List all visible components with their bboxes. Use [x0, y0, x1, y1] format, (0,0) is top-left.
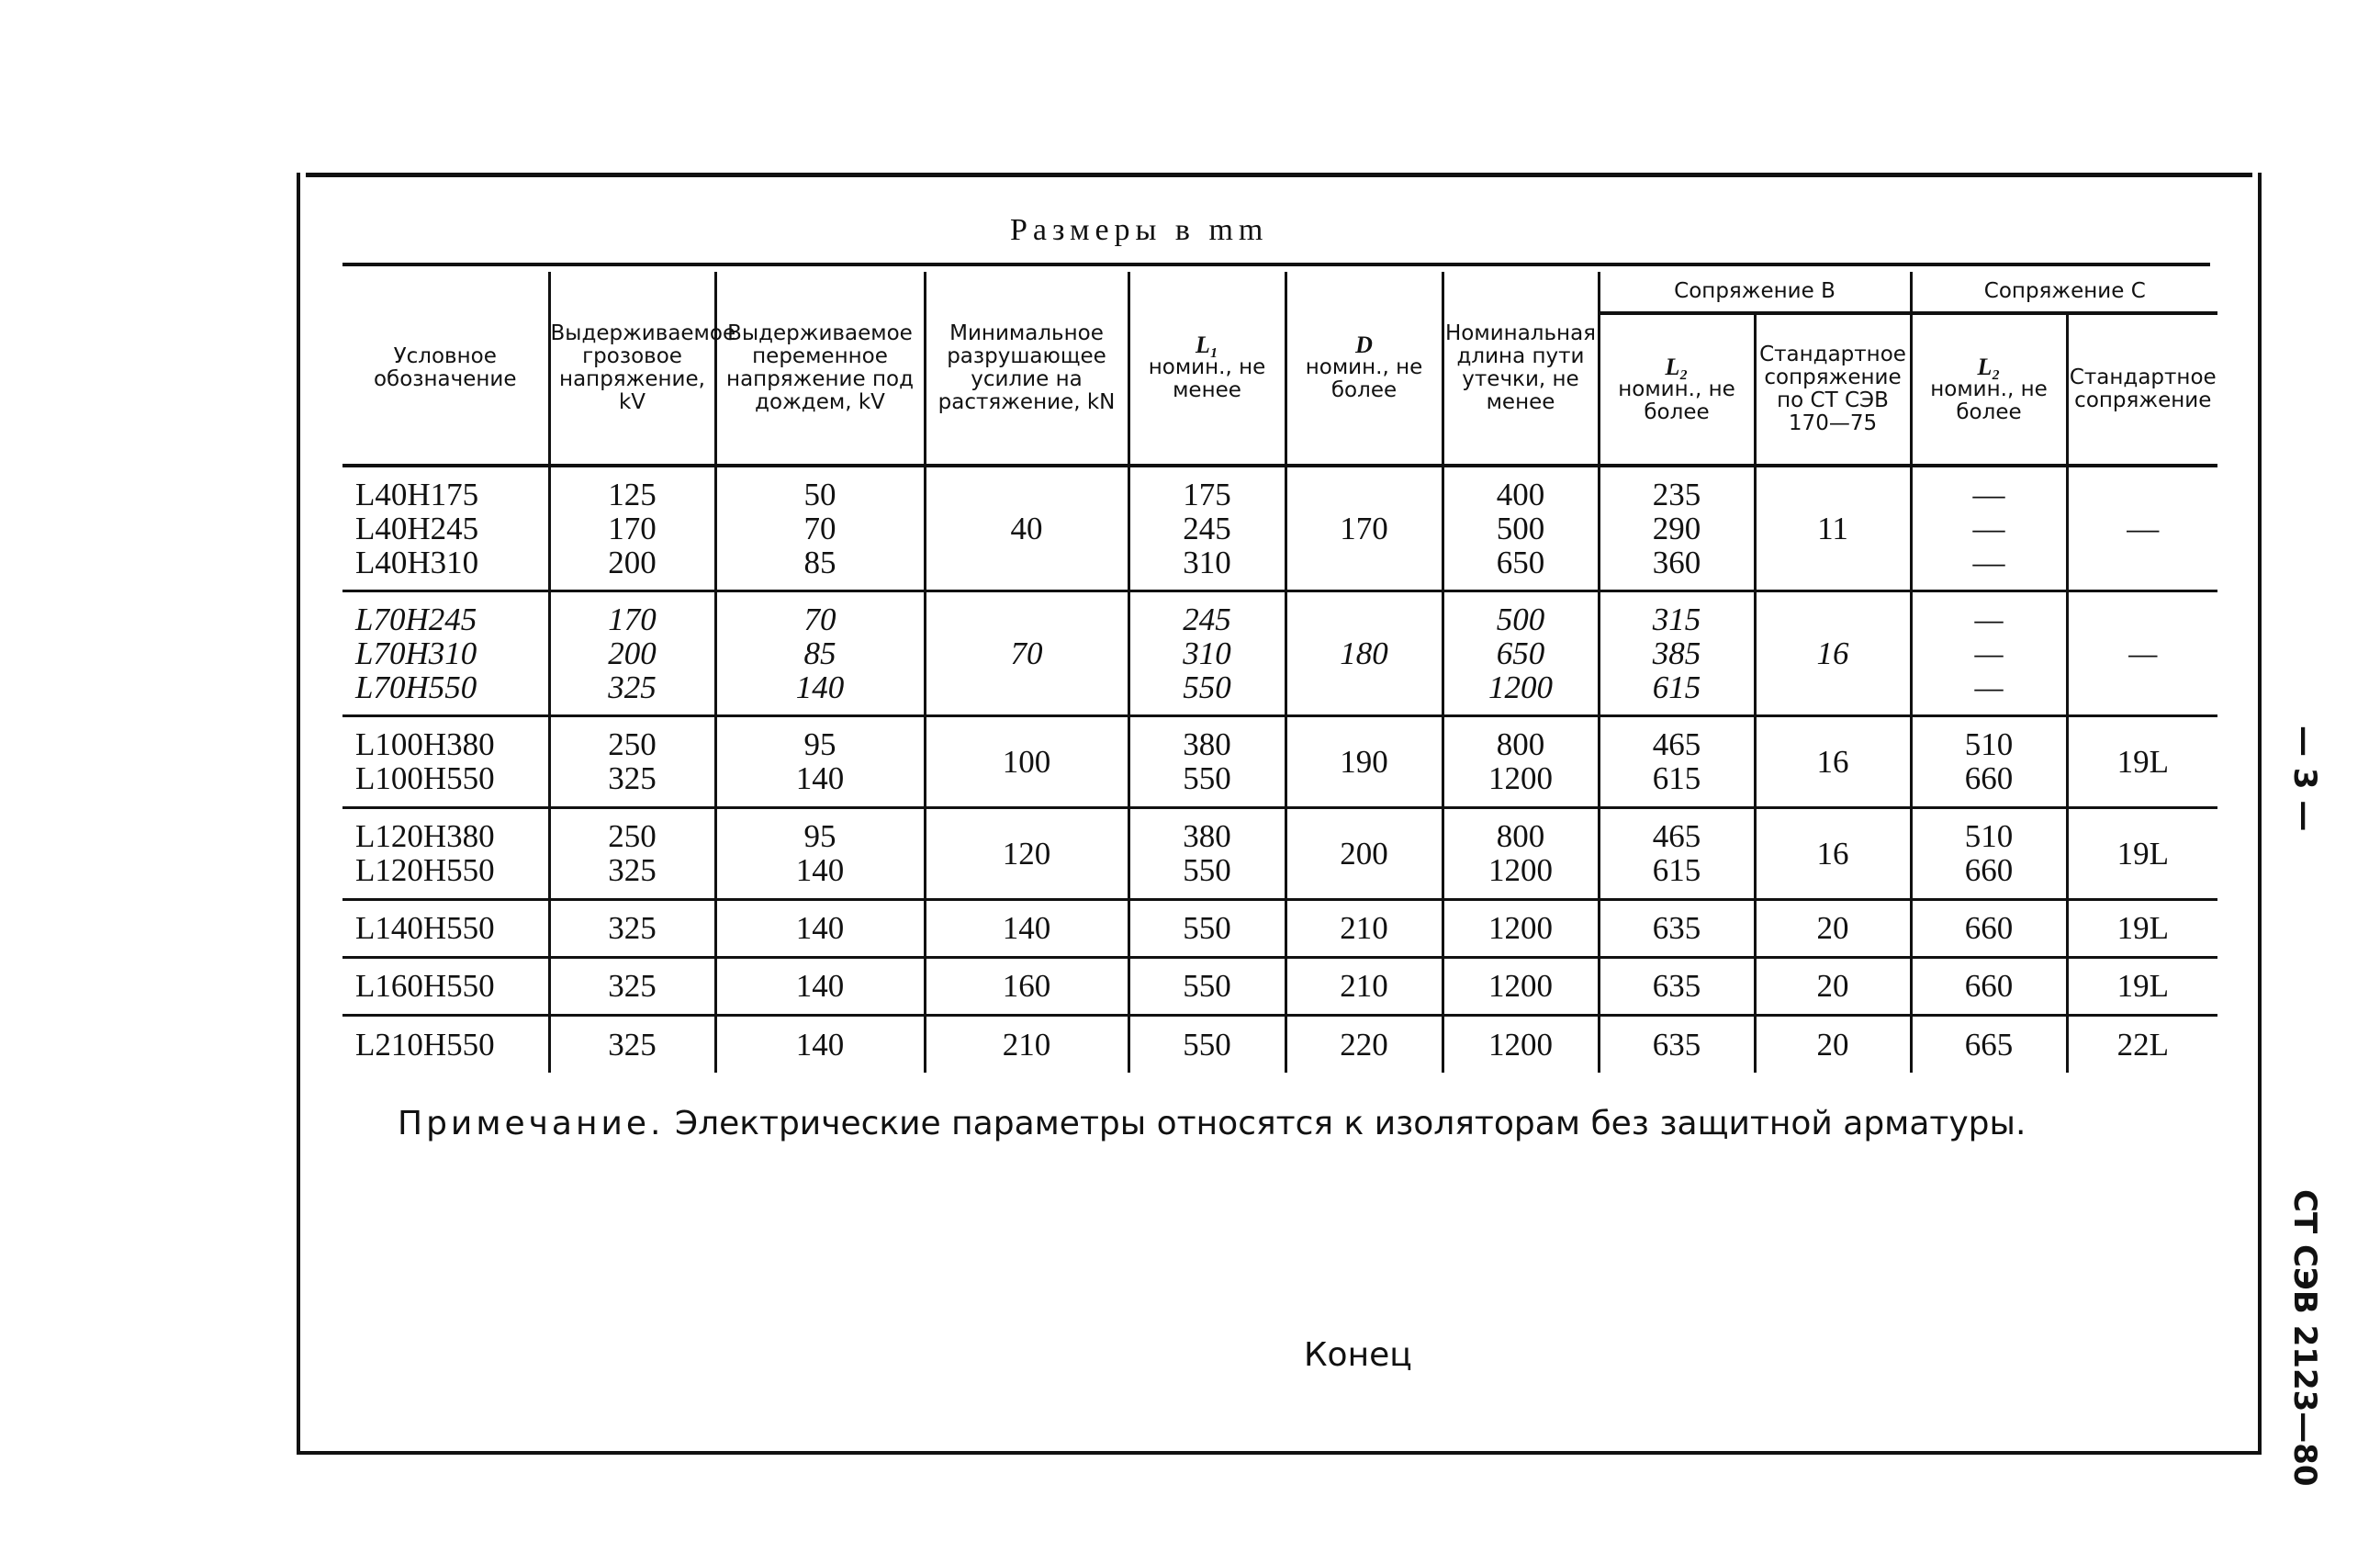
cell-value: 175 — [1183, 476, 1231, 512]
table-note — [398, 1105, 2026, 1142]
cell-value: 615 — [1652, 669, 1701, 705]
header-l1-symbol: L₁ — [1196, 332, 1218, 358]
cell-lightning — [549, 1015, 715, 1073]
cell-value: L40H175 — [355, 476, 479, 512]
caption-rule — [342, 263, 2210, 266]
cell-value: 615 — [1652, 760, 1701, 796]
cell-wet — [715, 466, 925, 591]
cell-value: 85 — [803, 544, 836, 580]
cell-wet — [715, 715, 925, 807]
header-designation: Условное обозначение — [342, 272, 549, 466]
cell-value: 1200 — [1488, 852, 1553, 888]
cell-d: 210 — [1285, 957, 1443, 1015]
cell-value: L100H550 — [355, 760, 495, 796]
frame-top-rule — [306, 173, 2252, 177]
cell-d: 200 — [1285, 807, 1443, 899]
cell-std-c: — — [2067, 591, 2217, 715]
cell-value: 465 — [1652, 818, 1701, 854]
cell-tensile: 120 — [925, 807, 1128, 899]
cell-value: 665 — [1964, 1026, 2014, 1063]
cell-designation — [342, 807, 549, 899]
page-number-block — [2275, 726, 2330, 836]
cell-value: 660 — [1964, 968, 2014, 1004]
table-row — [342, 715, 2217, 807]
cell-lb — [1599, 957, 1755, 1015]
cell-d: 220 — [1285, 1015, 1443, 1073]
cell-lb — [1599, 1015, 1755, 1073]
cell-std-c: 19L — [2067, 899, 2217, 957]
cell-lightning — [549, 715, 715, 807]
cell-value: 125 — [608, 476, 657, 512]
cell-lb — [1599, 466, 1755, 591]
cell-value: L210H550 — [355, 1026, 495, 1063]
header-lb — [1599, 313, 1755, 466]
cell-value: 510 — [1964, 818, 2014, 854]
cell-value: — — [1974, 669, 2004, 705]
cell-value: 1200 — [1488, 760, 1553, 796]
cell-value: 95 — [803, 726, 836, 762]
cell-value: 550 — [1183, 760, 1231, 796]
cell-value: 800 — [1496, 726, 1545, 762]
cell-wet — [715, 899, 925, 957]
table-row — [342, 807, 2217, 899]
header-creepage: Номинальная длина пути утечки, не менее — [1443, 272, 1599, 466]
cell-std-c: 19L — [2067, 715, 2217, 807]
cell-value: 400 — [1496, 476, 1545, 512]
cell-value: 660 — [1964, 910, 2014, 946]
header-lb-text: номин., не более — [1618, 377, 1735, 424]
cell-value: — — [1972, 544, 2005, 580]
cell-value: 50 — [803, 476, 836, 512]
cell-value: 635 — [1652, 1026, 1701, 1063]
cell-value: 635 — [1652, 968, 1701, 1004]
cell-value: — — [1972, 510, 2005, 546]
cell-designation — [342, 899, 549, 957]
cell-std-b: 20 — [1755, 899, 1911, 957]
header-d — [1285, 272, 1443, 466]
cell-value: 550 — [1183, 669, 1231, 705]
cell-lightning — [549, 957, 715, 1015]
cell-value: 1200 — [1488, 669, 1553, 705]
cell-designation — [342, 715, 549, 807]
cell-designation — [342, 957, 549, 1015]
cell-d: 210 — [1285, 899, 1443, 957]
cell-value: 70 — [803, 601, 836, 637]
cell-value: 85 — [803, 635, 836, 671]
header-lc-symbol: L₂ — [1977, 353, 2001, 380]
cell-lightning — [549, 466, 715, 591]
cell-value: 140 — [795, 910, 845, 946]
note-lead: Примечание. — [398, 1105, 665, 1142]
cell-value: L70H310 — [355, 635, 477, 671]
cell-value: 140 — [795, 852, 845, 888]
cell-designation — [342, 466, 549, 591]
cell-std-b: 20 — [1755, 1015, 1911, 1073]
cell-std-c: 19L — [2067, 807, 2217, 899]
cell-creepage — [1443, 807, 1599, 899]
cell-value: 310 — [1183, 544, 1231, 580]
header-l1 — [1128, 272, 1285, 466]
cell-creepage — [1443, 1015, 1599, 1073]
header-coupling-c: Сопряжение С — [1911, 272, 2217, 313]
cell-tensile: 40 — [925, 466, 1128, 591]
table-row — [342, 957, 2217, 1015]
cell-creepage — [1443, 957, 1599, 1015]
cell-value: 170 — [608, 510, 657, 546]
cell-lc — [1911, 466, 2067, 591]
table-row — [342, 466, 2217, 591]
cell-creepage — [1443, 591, 1599, 715]
cell-tensile: 160 — [925, 957, 1128, 1015]
cell-value: L70H550 — [355, 669, 477, 705]
cell-value: 1200 — [1488, 968, 1553, 1004]
cell-l1 — [1128, 591, 1285, 715]
note-text: Электрические параметры относятся к изоляторам без защитной арматуры. — [674, 1105, 2026, 1142]
table-header — [342, 272, 2217, 466]
cell-value: 500 — [1496, 601, 1545, 637]
cell-lightning — [549, 899, 715, 957]
standard-designation: СТ СЭВ 2123—80 — [2286, 1189, 2323, 1487]
cell-value: 325 — [608, 852, 657, 888]
cell-d: 170 — [1285, 466, 1443, 591]
cell-value: 360 — [1652, 544, 1701, 580]
cell-value: 800 — [1496, 818, 1545, 854]
table-caption: Размеры в mm — [1010, 213, 1269, 247]
cell-value: 140 — [795, 1026, 845, 1063]
cell-value: 200 — [608, 635, 657, 671]
cell-lightning — [549, 807, 715, 899]
cell-lc — [1911, 715, 2067, 807]
cell-value: 235 — [1652, 476, 1701, 512]
cell-std-b: 20 — [1755, 957, 1911, 1015]
cell-lightning — [549, 591, 715, 715]
cell-creepage — [1443, 466, 1599, 591]
cell-creepage — [1443, 715, 1599, 807]
cell-value: 325 — [608, 760, 657, 796]
cell-l1 — [1128, 1015, 1285, 1073]
header-coupling-b: Сопряжение В — [1599, 272, 1911, 313]
cell-tensile: 100 — [925, 715, 1128, 807]
cell-value: 380 — [1183, 818, 1231, 854]
header-lc-text: номин., не более — [1930, 377, 2048, 424]
cell-tensile: 140 — [925, 899, 1128, 957]
cell-std-b: 16 — [1755, 591, 1911, 715]
cell-value: 70 — [803, 510, 836, 546]
header-wet: Выдерживаемое переменное напряжение под дождем, kV — [715, 272, 925, 466]
cell-d: 190 — [1285, 715, 1443, 807]
header-lightning: Выдерживаемое грозовое напряжение, kV — [549, 272, 715, 466]
cell-value: 290 — [1652, 510, 1701, 546]
cell-l1 — [1128, 715, 1285, 807]
table-body — [342, 466, 2217, 1073]
cell-value: 550 — [1183, 852, 1231, 888]
cell-std-b: 16 — [1755, 807, 1911, 899]
cell-lc — [1911, 807, 2067, 899]
table-row — [342, 1015, 2217, 1073]
cell-value: 660 — [1964, 852, 2014, 888]
cell-std-c: 19L — [2067, 957, 2217, 1015]
cell-value: 140 — [795, 968, 845, 1004]
cell-lb — [1599, 591, 1755, 715]
cell-value: 250 — [608, 818, 657, 854]
cell-value: — — [1972, 476, 2005, 512]
cell-value: 315 — [1652, 601, 1701, 637]
cell-value: 325 — [608, 669, 657, 705]
cell-lc — [1911, 591, 2067, 715]
cell-value: L160H550 — [355, 968, 495, 1004]
cell-lb — [1599, 899, 1755, 957]
cell-tensile: 210 — [925, 1015, 1128, 1073]
cell-lc — [1911, 899, 2067, 957]
cell-value: L120H380 — [355, 818, 495, 854]
cell-value: 245 — [1183, 510, 1231, 546]
cell-value: 200 — [608, 544, 657, 580]
insulator-table — [342, 272, 2217, 1073]
table-row — [342, 591, 2217, 715]
cell-value: 550 — [1183, 968, 1231, 1004]
header-d-text: номин., не более — [1305, 355, 1423, 402]
cell-value: 325 — [608, 910, 657, 946]
header-lc — [1911, 313, 2067, 466]
cell-value: 1200 — [1488, 1026, 1553, 1063]
end-marker: Конец — [1304, 1336, 1412, 1374]
cell-std-b: 16 — [1755, 715, 1911, 807]
cell-value: 325 — [608, 968, 657, 1004]
cell-value: L140H550 — [355, 910, 495, 946]
cell-creepage — [1443, 899, 1599, 957]
cell-value: L40H245 — [355, 510, 479, 546]
cell-value: 615 — [1652, 852, 1701, 888]
cell-value: 140 — [795, 669, 845, 705]
cell-value: 245 — [1183, 601, 1231, 637]
cell-value: 465 — [1652, 726, 1701, 762]
cell-value: L120H550 — [355, 852, 495, 888]
table-row — [342, 899, 2217, 957]
cell-value: L100H380 — [355, 726, 495, 762]
cell-lc — [1911, 957, 2067, 1015]
cell-wet — [715, 807, 925, 899]
cell-d: 180 — [1285, 591, 1443, 715]
cell-value: 250 — [608, 726, 657, 762]
header-d-symbol: D — [1355, 332, 1373, 358]
cell-designation — [342, 591, 549, 715]
cell-wet — [715, 591, 925, 715]
standard-block — [2275, 1189, 2330, 1487]
cell-std-c: — — [2067, 466, 2217, 591]
header-lb-symbol: L₂ — [1665, 353, 1689, 380]
cell-value: 510 — [1964, 726, 2014, 762]
cell-value: 385 — [1652, 635, 1701, 671]
cell-value: — — [1974, 635, 2004, 671]
cell-value: 140 — [795, 760, 845, 796]
cell-value: 310 — [1183, 635, 1231, 671]
cell-value: 1200 — [1488, 910, 1553, 946]
cell-l1 — [1128, 466, 1285, 591]
cell-std-c: 22L — [2067, 1015, 2217, 1073]
cell-lb — [1599, 715, 1755, 807]
cell-value: 380 — [1183, 726, 1231, 762]
cell-value: 635 — [1652, 910, 1701, 946]
cell-lb — [1599, 807, 1755, 899]
cell-l1 — [1128, 957, 1285, 1015]
cell-l1 — [1128, 807, 1285, 899]
cell-l1 — [1128, 899, 1285, 957]
cell-value: 500 — [1496, 510, 1545, 546]
header-std-c: Стандартное сопряжение — [2067, 313, 2217, 466]
cell-value: 550 — [1183, 1026, 1231, 1063]
cell-wet — [715, 1015, 925, 1073]
cell-wet — [715, 957, 925, 1015]
cell-value: 170 — [608, 601, 657, 637]
cell-tensile: 70 — [925, 591, 1128, 715]
page-number: — 3 — — [2286, 726, 2323, 832]
cell-value: 650 — [1496, 544, 1545, 580]
cell-lc — [1911, 1015, 2067, 1073]
cell-std-b: 11 — [1755, 466, 1911, 591]
header-tensile: Минимальное разрушающее усилие на растяжение, kN — [925, 272, 1128, 466]
cell-value: 95 — [803, 818, 836, 854]
cell-value: 325 — [608, 1026, 657, 1063]
cell-value: 550 — [1183, 910, 1231, 946]
cell-value: L40H310 — [355, 544, 479, 580]
cell-value: 660 — [1964, 760, 2014, 796]
cell-value: 650 — [1496, 635, 1545, 671]
cell-value: — — [1974, 601, 2004, 637]
cell-value: L70H245 — [355, 601, 477, 637]
header-std-b: Стандартное сопряжение по СТ СЭВ 170—75 — [1755, 313, 1911, 466]
cell-designation — [342, 1015, 549, 1073]
header-l1-text: номин., не менее — [1148, 355, 1266, 402]
